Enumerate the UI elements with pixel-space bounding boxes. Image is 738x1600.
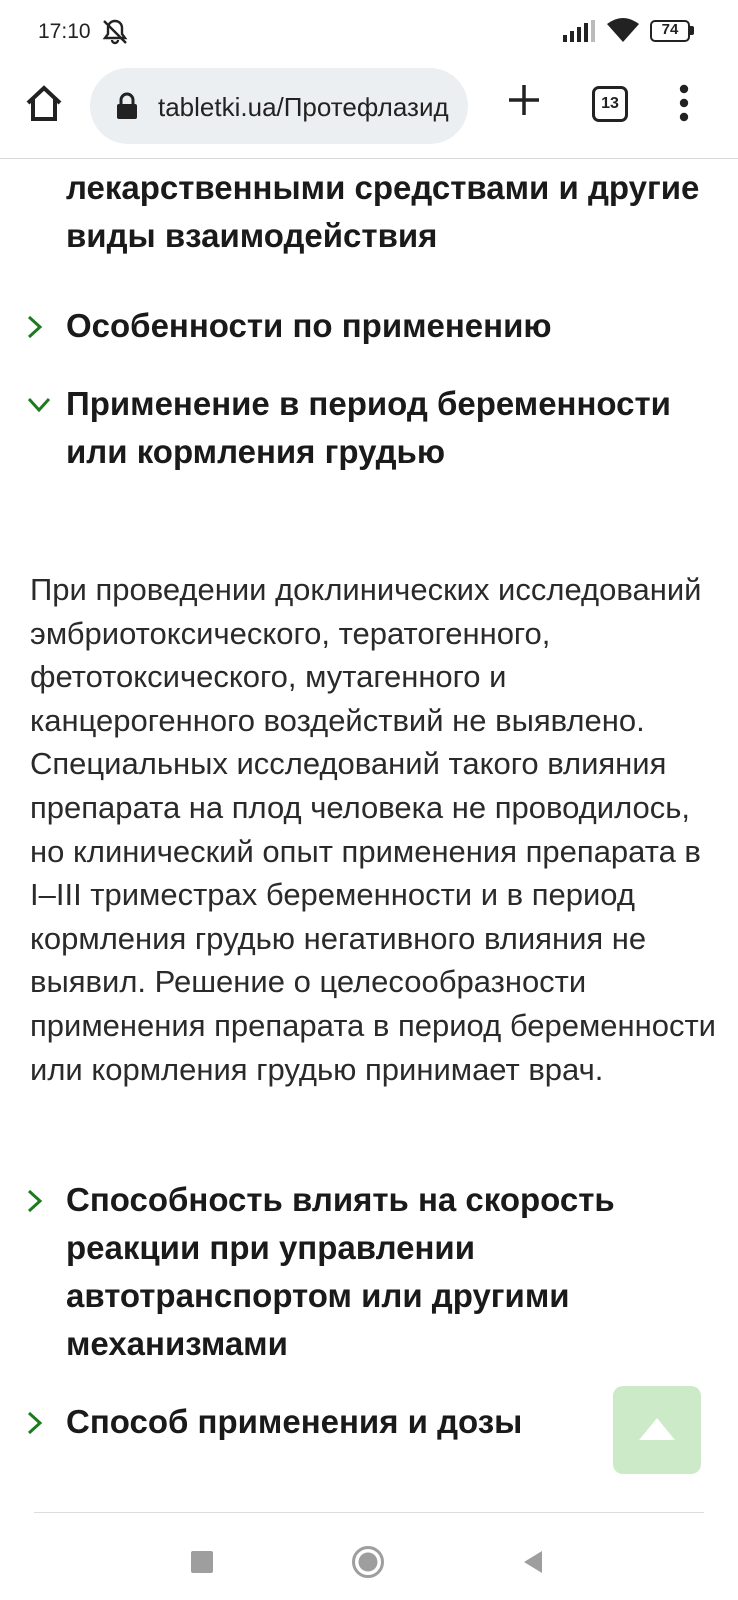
battery-percent: 74 xyxy=(661,21,679,38)
arrow-up-icon xyxy=(637,1416,677,1442)
mute-icon xyxy=(100,17,130,52)
battery-icon xyxy=(650,20,692,42)
address-bar[interactable] xyxy=(90,68,468,144)
url-text[interactable]: tabletki.ua/Протефлазид xyxy=(158,92,449,122)
signal-icon xyxy=(563,20,597,47)
page-content xyxy=(0,140,738,1510)
browser-toolbar xyxy=(0,64,738,159)
chevron-down-icon xyxy=(26,396,52,419)
scroll-to-top-button[interactable] xyxy=(613,1386,701,1474)
status-bar xyxy=(0,0,738,64)
back-icon[interactable] xyxy=(522,1549,544,1580)
accordion-title[interactable]: Способ применения и дозы xyxy=(66,1403,523,1440)
accordion-title[interactable]: лекарственными средствами и другие виды взаимодействия xyxy=(66,169,700,254)
status-time: 17:10 xyxy=(38,20,91,43)
home-icon[interactable] xyxy=(24,84,64,129)
wifi-icon xyxy=(606,16,640,49)
accordion-title[interactable]: Применение в период беременности или кормления грудью xyxy=(66,385,671,470)
accordion-title[interactable]: Способность влиять на скорость реакции при управлении автотранспортом или другими механизмами xyxy=(66,1181,615,1362)
chevron-right-icon xyxy=(26,1410,44,1441)
chevron-right-icon xyxy=(26,314,44,345)
system-nav-bar xyxy=(0,1513,738,1600)
recents-icon[interactable] xyxy=(191,1551,213,1573)
more-icon[interactable] xyxy=(678,84,690,127)
home-circle-icon[interactable] xyxy=(351,1545,385,1584)
lock-icon xyxy=(116,92,138,125)
plus-icon[interactable] xyxy=(506,82,542,123)
tabs-icon[interactable]: 13 xyxy=(592,86,628,122)
chevron-right-icon xyxy=(26,1188,44,1219)
accordion-title[interactable]: Особенности по применению xyxy=(66,307,552,344)
pregnancy-section-body: При проведении доклинических исследований эмбриотоксического, тератогенного, фетотоксического, мутагенного и канцерогенного воздействий не выявлено. Специальных исследований такого влияния препарата на плод человека не проводилось, но клинический опыт применения препарата в I–III триместрах беременности и в период кормления грудью негативного влияния не выявил. Решение о целесообразности применения препарата в период беременности или кормления грудью принимает врач. xyxy=(30,572,716,1087)
